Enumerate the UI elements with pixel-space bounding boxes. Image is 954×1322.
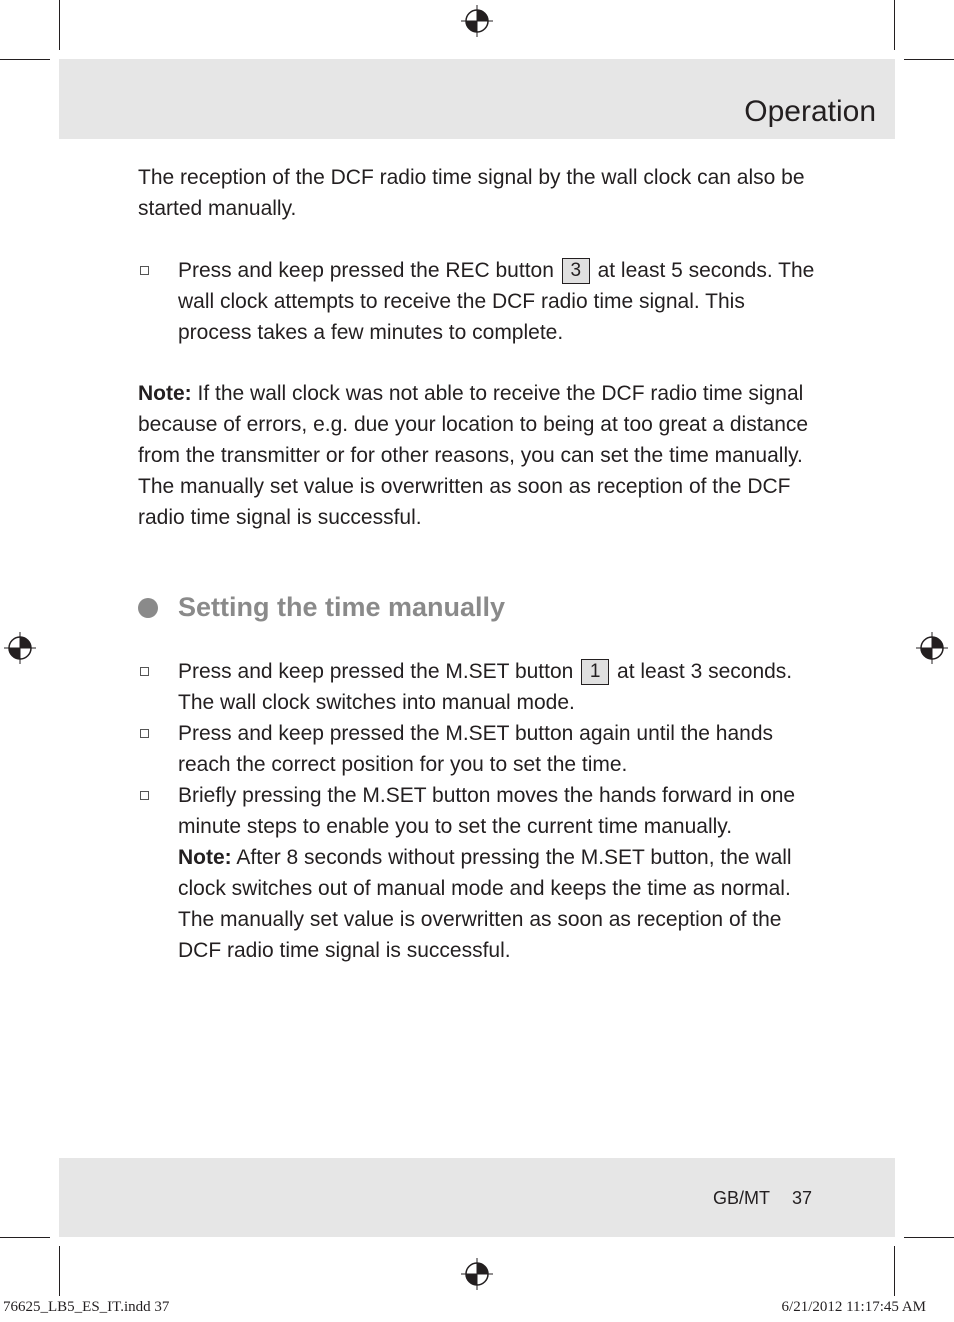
step-after: at least 3 seconds. The wall clock switches into manual mode. bbox=[178, 660, 793, 714]
footer-region: GB/MT bbox=[713, 1188, 770, 1208]
list-item bbox=[138, 656, 820, 718]
crop-mark bbox=[59, 1246, 60, 1296]
crop-mark bbox=[904, 59, 954, 60]
registration-mark-icon bbox=[461, 1258, 493, 1290]
crop-mark bbox=[894, 0, 895, 50]
note-paragraph bbox=[138, 378, 820, 533]
crop-mark bbox=[894, 1246, 895, 1296]
step-text: Briefly pressing the M.SET button moves the hands forward in one minute steps to enable you to set the current time manually. bbox=[178, 784, 796, 838]
intro-text: The reception of the DCF radio time signal by the wall clock can also be started manually. bbox=[138, 166, 805, 220]
rec-step-after: at least 5 seconds. The wall clock attempts to receive the DCF radio time signal. This process takes a few minutes to complete. bbox=[178, 259, 815, 344]
intro-paragraph bbox=[138, 162, 820, 224]
list-item bbox=[138, 718, 820, 780]
section-heading: Setting the time manually bbox=[178, 592, 506, 622]
registration-mark-icon bbox=[461, 5, 493, 37]
note-text: After 8 seconds without pressing the M.SET button, the wall clock switches out of manual mode and keeps the time as normal. The manually set value is overwritten as soon as reception of the DCF radio time signal is successful. bbox=[178, 846, 792, 962]
slug-timestamp: 6/21/2012 11:17:45 AM bbox=[781, 1299, 926, 1315]
note-label: Note: bbox=[178, 846, 232, 869]
checkbox-bullet-icon bbox=[140, 729, 149, 738]
checkbox-bullet-icon bbox=[140, 667, 149, 676]
note-label: Note: bbox=[138, 382, 192, 405]
step-before: Press and keep pressed the M.SET button bbox=[178, 660, 574, 683]
list-item bbox=[138, 780, 820, 966]
slug-filename: 76625_LB5_ES_IT.indd 37 bbox=[3, 1299, 170, 1315]
registration-mark-icon bbox=[916, 632, 948, 664]
step-text: Press and keep pressed the M.SET button again until the hands reach the correct position for you to set the time. bbox=[178, 722, 773, 776]
crop-mark bbox=[0, 59, 50, 60]
page-title: Operation bbox=[744, 95, 876, 128]
registration-mark-icon bbox=[4, 632, 36, 664]
crop-mark bbox=[904, 1237, 954, 1238]
rec-step bbox=[138, 255, 820, 348]
note-text: If the wall clock was not able to receive the DCF radio time signal because of errors, e.g. due your location to being at too great a distance from the transmitter or for other reasons, you can set the time manually. The manually set value is overwritten as soon as reception of the DCF radio time signal is successful. bbox=[138, 382, 809, 529]
reference-number-box: 1 bbox=[581, 659, 609, 685]
rec-step-before: Press and keep pressed the REC button bbox=[178, 259, 554, 282]
crop-mark bbox=[59, 0, 60, 50]
checkbox-bullet-icon bbox=[140, 791, 149, 800]
reference-number-box: 3 bbox=[562, 258, 590, 284]
manual-steps-list bbox=[138, 656, 820, 966]
page-number: 37 bbox=[791, 1188, 812, 1208]
section-bullet-icon bbox=[138, 598, 158, 618]
list-item bbox=[138, 255, 820, 348]
crop-mark bbox=[0, 1237, 50, 1238]
checkbox-bullet-icon bbox=[140, 266, 149, 275]
